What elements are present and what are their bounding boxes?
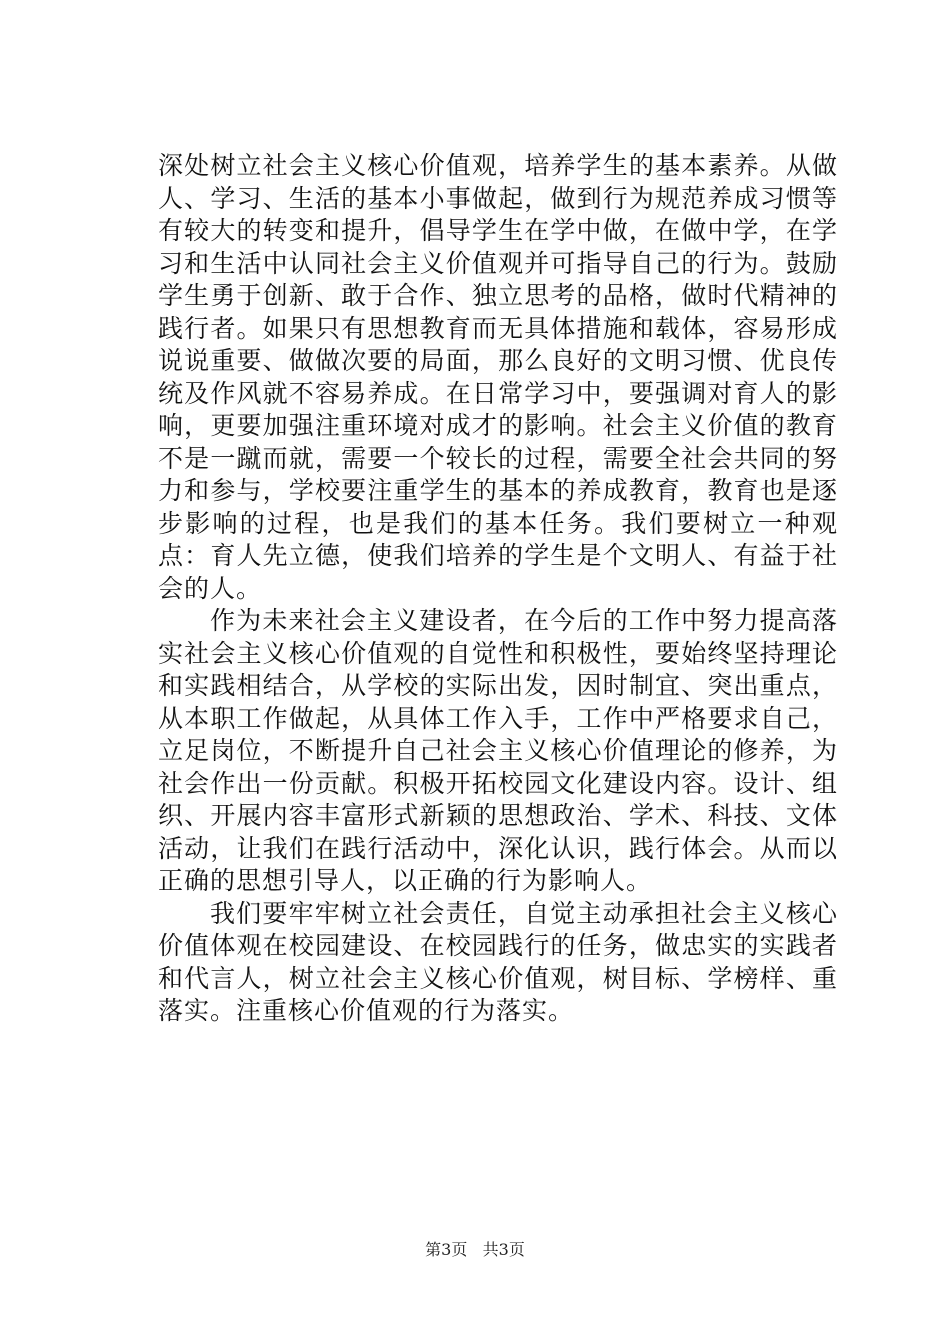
paragraph-1: 深处树立社会主义核心价值观，培养学生的基本素养。从做人、学习、生活的基本小事做起，做到行为规范养成习惯等有较大的转变和提升，倡导学生在学中做，在做中学，在学习和生活中认同社会主义价值观并可指导自己的行为。鼓励学生勇于创新、敢于合作、独立思考的品格，做时代精神的践行者。如果只有思想教育而无具体措施和载体，容易形成说说重要、做做次要的局面，那么良好的文明习惯、优良传统及作风就不容易养成。在日常学习中，要强调对育人的影响，更要加强注重环境对成才的影响。社会主义价值的教育不是一蹴而就，需要一个较长的过程，需要全社会共同的努力和参与，学校要注重学生的基本的养成教育，教育也是逐步影响的过程，也是我们的基本任务。我们要树立一种观点：育人先立德，使我们培养的学生是个文明人、有益于社会的人。 — [158, 151, 838, 603]
document-body — [158, 150, 838, 1028]
page-footer — [0, 1240, 950, 1260]
paragraph-3: 我们要牢牢树立社会责任，自觉主动承担社会主义核心价值体观在校园建设、在校园践行的任务，做忠实的实践者和代言人，树立社会主义核心价值观，树目标、学榜样、重落实。注重核心价值观的行为落实。 — [158, 898, 838, 1025]
page-total: 共3页 — [482, 1240, 525, 1259]
page-number: 第3页 — [425, 1240, 468, 1259]
paragraph-2: 作为未来社会主义建设者，在今后的工作中努力提高落实社会主义核心价值观的自觉性和积极性，要始终坚持理论和实践相结合，从学校的实际出发，因时制宜、突出重点，从本职工作做起，从具体工作入手，工作中严格要求自己，立足岗位，不断提升自己社会主义核心价值理论的修养，为社会作出一份贡献。积极开拓校园文化建设内容。设计、组织、开展内容丰富形式新颖的思想政治、学术、科技、文体活动，让我们在践行活动中，深化认识，践行体会。从而以正确的思想引导人，以正确的行为影响人。 — [158, 606, 838, 895]
footer-spacer — [472, 1240, 477, 1260]
